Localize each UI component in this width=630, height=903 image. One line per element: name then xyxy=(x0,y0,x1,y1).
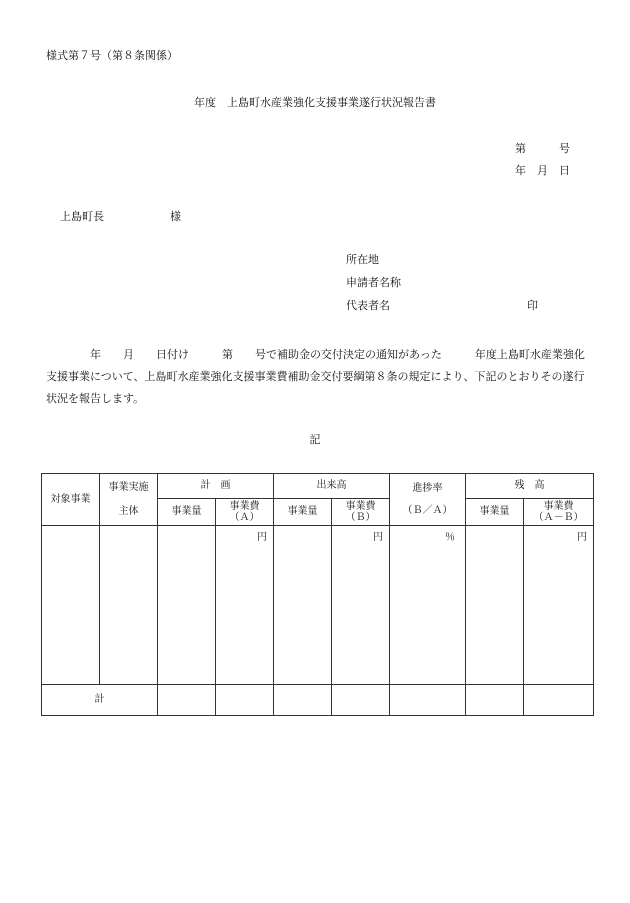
representative-label: 代表者名 xyxy=(346,299,390,312)
seal-mark: 印 xyxy=(527,299,538,312)
total-remain-cost[interactable] xyxy=(524,685,594,716)
cell-done-quantity[interactable] xyxy=(274,526,332,685)
document-date: 年 月 日 xyxy=(515,164,570,177)
header-entity-line2: 主体 xyxy=(118,505,139,517)
done-cost-b: （Ｂ） xyxy=(345,512,376,523)
total-progress[interactable] xyxy=(390,685,466,716)
done-cost-label: 事業費 xyxy=(345,500,376,512)
cell-progress[interactable] xyxy=(390,526,466,685)
cell-entity[interactable] xyxy=(100,526,158,685)
header-implementing-entity xyxy=(100,474,158,526)
header-plan-cost xyxy=(216,499,274,526)
unit-yen: 円 xyxy=(373,532,383,543)
addressee: 上島町長 様 xyxy=(60,210,181,223)
header-done: 出来高 xyxy=(274,474,390,499)
cell-remain-quantity[interactable] xyxy=(466,526,524,685)
cell-plan-cost[interactable] xyxy=(216,526,274,685)
header-entity-line1: 事業実施 xyxy=(108,482,149,493)
unit-percent: ％ xyxy=(445,532,455,543)
header-remaining: 残 高 xyxy=(466,474,594,499)
header-plan-quantity: 事業量 xyxy=(158,499,216,526)
header-done-quantity: 事業量 xyxy=(274,499,332,526)
document-title: 年度 上島町水産業強化支援事業遂行状況報告書 xyxy=(194,96,436,109)
total-done-quantity[interactable] xyxy=(274,685,332,716)
header-progress-label: 進捗率 xyxy=(412,483,443,494)
header-remain-quantity: 事業量 xyxy=(466,499,524,526)
cell-target[interactable] xyxy=(42,526,100,685)
header-progress xyxy=(390,474,466,526)
header-progress-formula: （Ｂ／Ａ） xyxy=(402,504,453,516)
header-plan: 計 画 xyxy=(158,474,274,499)
total-row xyxy=(42,685,594,716)
form-code: 様式第７号（第８条関係） xyxy=(46,49,178,62)
total-label: 計 xyxy=(42,685,158,716)
unit-yen: 円 xyxy=(257,532,267,543)
header-row-1 xyxy=(42,474,594,499)
table-row xyxy=(42,526,594,685)
ki-heading: 記 xyxy=(309,433,321,446)
total-remain-quantity[interactable] xyxy=(466,685,524,716)
cell-plan-quantity[interactable] xyxy=(158,526,216,685)
cell-remain-cost[interactable] xyxy=(524,526,594,685)
applicant-location-label: 所在地 xyxy=(346,253,379,266)
cell-done-cost[interactable] xyxy=(332,526,390,685)
header-remain-cost xyxy=(524,499,594,526)
document-number: 第 号 xyxy=(515,142,570,155)
total-plan-cost[interactable] xyxy=(216,685,274,716)
header-done-cost xyxy=(332,499,390,526)
plan-cost-a: （Ａ） xyxy=(229,512,260,523)
progress-report-table xyxy=(41,473,594,716)
remain-cost-ab: （Ａ－Ｂ） xyxy=(533,512,584,523)
plan-cost-label: 事業費 xyxy=(229,500,260,512)
unit-yen: 円 xyxy=(577,532,587,543)
body-paragraph: 年 月 日付け 第 号で補助金の交付決定の通知があった 年度上島町水産業強化支援事業について、上島町水産業強化支援事業費補助金交付要綱第８条の規定により、下記のとおりその遂行状況を報告します。 xyxy=(46,348,585,405)
applicant-name-label: 申請者名称 xyxy=(346,276,401,289)
remain-cost-label: 事業費 xyxy=(543,500,574,512)
header-target-project: 対象事業 xyxy=(42,474,100,526)
total-done-cost[interactable] xyxy=(332,685,390,716)
total-plan-quantity[interactable] xyxy=(158,685,216,716)
